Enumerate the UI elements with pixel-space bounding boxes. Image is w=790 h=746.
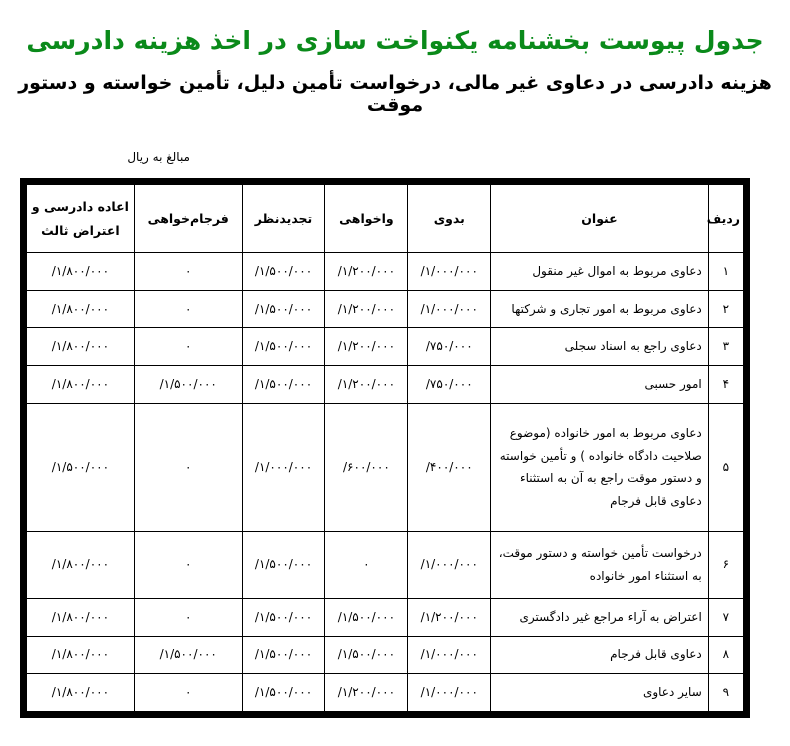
row-vakhahi: ۱/۵۰۰/۰۰۰/ <box>325 598 408 636</box>
row-badavi: ۱/۰۰۰/۰۰۰/ <box>408 253 491 291</box>
row-title: دعاوی مربوط به امور خانواده (موضوع صلاحیت دادگاه خانواده ) و تأمین خواسته و دستور موقت راجع به آن به استثناء دعاوی قابل فرجام <box>491 403 709 531</box>
row-title: درخواست تأمین خواسته و دستور موقت، به استثناء امور خانواده <box>491 531 709 598</box>
row-badavi: ۱/۰۰۰/۰۰۰/ <box>408 531 491 598</box>
row-eade: ۱/۸۰۰/۰۰۰/ <box>27 366 135 404</box>
table-header-row <box>27 185 744 253</box>
col-header-badavi: بدوی <box>408 185 491 253</box>
row-number: ۱ <box>708 253 743 291</box>
table-row <box>27 674 744 712</box>
row-eade: ۱/۸۰۰/۰۰۰/ <box>27 636 135 674</box>
row-tajdid: ۱/۵۰۰/۰۰۰/ <box>242 598 325 636</box>
page-subtitle: هزینه دادرسی در دعاوی غیر مالی، درخواست تأمین دلیل، تأمین خواسته و دستور موقت <box>18 72 772 116</box>
row-title: دعاوی قابل فرجام <box>491 636 709 674</box>
row-vakhahi: ۱/۵۰۰/۰۰۰/ <box>325 636 408 674</box>
table-frame <box>20 178 750 718</box>
col-header-farjam: فرجام‌خواهی <box>134 185 242 253</box>
row-vakhahi: ۱/۲۰۰/۰۰۰/ <box>325 253 408 291</box>
table-row <box>27 366 744 404</box>
row-badavi: ۷۵۰/۰۰۰/ <box>408 328 491 366</box>
row-eade: ۱/۵۰۰/۰۰۰/ <box>27 403 135 531</box>
col-header-title: عنوان <box>491 185 709 253</box>
row-farjam: ۰ <box>134 290 242 328</box>
row-number: ۶ <box>708 531 743 598</box>
row-title: سایر دعاوی <box>491 674 709 712</box>
table-row <box>27 328 744 366</box>
row-eade: ۱/۸۰۰/۰۰۰/ <box>27 290 135 328</box>
row-farjam: ۰ <box>134 403 242 531</box>
col-header-eade: اعاده دادرسی و اعتراض ثالث <box>27 185 135 253</box>
row-number: ۷ <box>708 598 743 636</box>
row-farjam: ۰ <box>134 598 242 636</box>
row-number: ۵ <box>708 403 743 531</box>
row-title: دعاوی مربوط به اموال غیر منقول <box>491 253 709 291</box>
row-eade: ۱/۸۰۰/۰۰۰/ <box>27 598 135 636</box>
row-vakhahi: ۱/۲۰۰/۰۰۰/ <box>325 290 408 328</box>
row-tajdid: ۱/۰۰۰/۰۰۰/ <box>242 403 325 531</box>
row-vakhahi: ۱/۲۰۰/۰۰۰/ <box>325 674 408 712</box>
page-title: جدول پیوست بخشنامه یکنواخت سازی در اخذ هزینه دادرسی <box>26 26 764 55</box>
row-eade: ۱/۸۰۰/۰۰۰/ <box>27 253 135 291</box>
table-row <box>27 598 744 636</box>
row-title: دعاوی مربوط به امور تجاری و شرکتها <box>491 290 709 328</box>
row-tajdid: ۱/۵۰۰/۰۰۰/ <box>242 366 325 404</box>
row-title: دعاوی راجع به اسناد سجلی <box>491 328 709 366</box>
table-row <box>27 531 744 598</box>
row-badavi: ۴۰۰/۰۰۰/ <box>408 403 491 531</box>
table-row <box>27 636 744 674</box>
row-number: ۲ <box>708 290 743 328</box>
row-tajdid: ۱/۵۰۰/۰۰۰/ <box>242 290 325 328</box>
row-vakhahi: ۶۰۰/۰۰۰/ <box>325 403 408 531</box>
row-tajdid: ۱/۵۰۰/۰۰۰/ <box>242 328 325 366</box>
col-header-row-number: ردیف <box>708 185 743 253</box>
row-number: ۴ <box>708 366 743 404</box>
col-header-tajdid: تجدیدنظر <box>242 185 325 253</box>
row-number: ۸ <box>708 636 743 674</box>
table-row <box>27 253 744 291</box>
row-badavi: ۱/۰۰۰/۰۰۰/ <box>408 290 491 328</box>
row-tajdid: ۱/۵۰۰/۰۰۰/ <box>242 674 325 712</box>
unit-note: مبالغ به ریال <box>127 150 190 164</box>
row-farjam: ۰ <box>134 328 242 366</box>
col-header-vakhahi: واخواهی <box>325 185 408 253</box>
row-farjam: ۰ <box>134 253 242 291</box>
row-badavi: ۱/۰۰۰/۰۰۰/ <box>408 636 491 674</box>
row-farjam: ۰ <box>134 531 242 598</box>
row-number: ۳ <box>708 328 743 366</box>
row-eade: ۱/۸۰۰/۰۰۰/ <box>27 531 135 598</box>
row-badavi: ۱/۰۰۰/۰۰۰/ <box>408 674 491 712</box>
row-tajdid: ۱/۵۰۰/۰۰۰/ <box>242 531 325 598</box>
row-tajdid: ۱/۵۰۰/۰۰۰/ <box>242 636 325 674</box>
row-tajdid: ۱/۵۰۰/۰۰۰/ <box>242 253 325 291</box>
table-row <box>27 403 744 531</box>
fee-table <box>26 184 744 712</box>
row-eade: ۱/۸۰۰/۰۰۰/ <box>27 674 135 712</box>
row-title: امور حسبی <box>491 366 709 404</box>
row-farjam: ۱/۵۰۰/۰۰۰/ <box>134 636 242 674</box>
row-badavi: ۱/۲۰۰/۰۰۰/ <box>408 598 491 636</box>
row-farjam: ۱/۵۰۰/۰۰۰/ <box>134 366 242 404</box>
row-title: اعتراض به آراء مراجع غیر دادگستری <box>491 598 709 636</box>
row-eade: ۱/۸۰۰/۰۰۰/ <box>27 328 135 366</box>
row-vakhahi: ۱/۲۰۰/۰۰۰/ <box>325 328 408 366</box>
row-vakhahi: ۱/۲۰۰/۰۰۰/ <box>325 366 408 404</box>
row-badavi: ۷۵۰/۰۰۰/ <box>408 366 491 404</box>
row-number: ۹ <box>708 674 743 712</box>
row-farjam: ۰ <box>134 674 242 712</box>
table-row <box>27 290 744 328</box>
row-vakhahi: ۰ <box>325 531 408 598</box>
